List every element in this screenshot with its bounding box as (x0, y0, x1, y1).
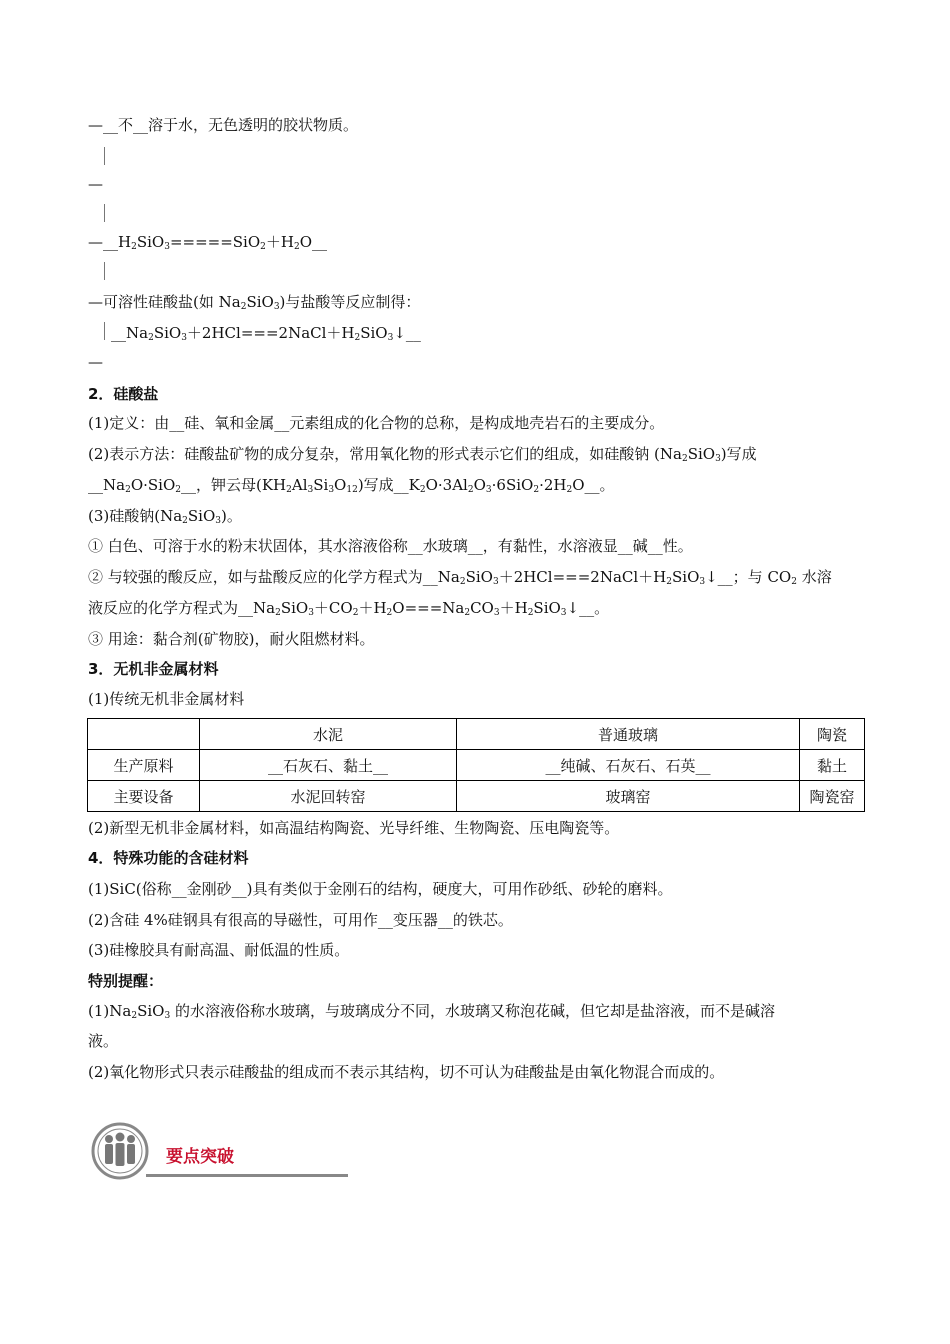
paragraph: ③ 用途：黏合剂(矿物胶)，耐火阻燃材料。 (88, 630, 375, 648)
table-cell: 陶瓷窑 (800, 781, 865, 812)
table-cell: __石灰石、黏土__ (200, 750, 457, 781)
tree-connector (104, 147, 105, 165)
paragraph: ② 与较强的酸反应，如与盐酸反应的化学方程式为$\_\_Na_2SiO_3+2HCl===2NaCl+H_2SiO_3↓\_\_$；与 $CO_2$ 水溶 (88, 568, 832, 587)
paragraph: $\_\_Na_2O\cdot SiO_2\_\_$，钾云母$(KH_2Al_3Si_3O_{12})$写成$\_\_K_2O\cdot 3Al_2O_3\cdot 6SiO_2\cdot 2H_2O\_\_$。 (88, 476, 615, 495)
paragraph: (2)表示方法：硅酸盐矿物的成分复杂，常用氧化物的形式表示它们的组成，如硅酸钠 $(Na_2SiO_3)$写成 (88, 445, 757, 464)
table-cell: 黏土 (800, 750, 865, 781)
table-cell: 生产原料 (88, 750, 200, 781)
paragraph: (2)含硅 4%硅钢具有很高的导磁性，可用作__变压器__的铁芯。 (88, 911, 513, 929)
materials-table (87, 718, 865, 812)
text-line: — (88, 175, 103, 193)
section-heading: 4．特殊功能的含硅材料 (88, 849, 249, 867)
paragraph: (2)新型无机非金属材料，如高温结构陶瓷、光导纤维、生物陶瓷、压电陶瓷等。 (88, 819, 620, 837)
paragraph: (2)氧化物形式只表示硅酸盐的组成而不表示其结构，切不可认为硅酸盐是由氧化物混合而成的。 (88, 1063, 725, 1081)
paragraph: ① 白色、可溶于水的粉末状固体，其水溶液俗称__水玻璃__，有黏性，水溶液显__碱__性。 (88, 537, 693, 555)
paragraph: 液。 (88, 1032, 119, 1050)
table-header-row (88, 719, 865, 750)
equation-line: $\_\_Na_2SiO_3+2HCl===2NaCl+H_2SiO_3↓\_\_$ (111, 324, 421, 343)
tree-connector (104, 322, 105, 340)
equation-line: $—\_\_H_2SiO_3=====SiO_2+H_2O\_\_$ (88, 233, 328, 252)
paragraph: (3)硅酸钠$(Na_2SiO_3)$。 (88, 507, 242, 526)
paragraph: 液反应的化学方程式为$\_\_Na_2SiO_3+CO_2+H_2O===Na_2CO_3+H_2SiO_3↓\_\_$。 (88, 599, 610, 618)
reminder-heading: 特别提醒： (88, 972, 164, 990)
table-cell: 主要设备 (88, 781, 200, 812)
table-cell: 水泥回转窑 (200, 781, 457, 812)
table-header-cell: 水泥 (200, 719, 457, 750)
people-group-icon (90, 1122, 152, 1180)
table-cell: 玻璃窑 (457, 781, 800, 812)
tree-connector (104, 204, 105, 222)
section-tag-label: 要点突破 (166, 1147, 234, 1167)
text-line: —可溶性硅酸盐(如 $Na_2SiO_3$)与盐酸等反应制得： (88, 293, 421, 312)
table-row (88, 781, 865, 812)
paragraph: (3)硅橡胶具有耐高温、耐低温的性质。 (88, 941, 350, 959)
paragraph: (1)定义：由__硅、氧和金属__元素组成的化合物的总称，是构成地壳岩石的主要成分。 (88, 414, 665, 432)
paragraph: (1)SiC(俗称__金刚砂__)具有类似于金刚石的结构，硬度大，可用作砂纸、砂轮的磨料。 (88, 880, 673, 898)
section-heading: 2．硅酸盐 (88, 385, 159, 403)
tree-connector (104, 262, 105, 280)
divider (146, 1174, 348, 1177)
table-header-cell: 陶瓷 (800, 719, 865, 750)
table-header-cell (88, 719, 200, 750)
paragraph: (1)传统无机非金属材料 (88, 690, 245, 708)
table-row (88, 750, 865, 781)
paragraph: $(1)Na_2SiO_3$ 的水溶液俗称水玻璃，与玻璃成分不同，水玻璃又称泡花碱，但它却是盐溶液，而不是碱溶 (88, 1002, 775, 1021)
table-header-cell: 普通玻璃 (457, 719, 800, 750)
section-heading: 3．无机非金属材料 (88, 660, 219, 678)
text-line: — (88, 353, 103, 371)
text-line: —__不__溶于水，无色透明的胶状物质。 (88, 116, 359, 134)
section-tag (90, 1122, 260, 1178)
table-cell: __纯碱、石灰石、石英__ (457, 750, 800, 781)
